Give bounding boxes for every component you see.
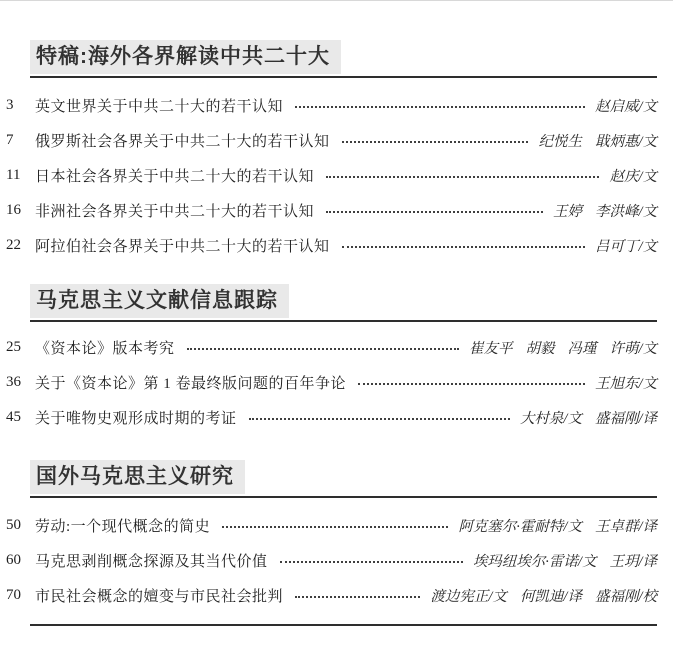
author: 埃玛纽埃尔·雷诺/文 [472,554,597,570]
author: 王旭东/文 [594,376,657,392]
toc-row [6,365,657,400]
author: 大村泉/文 [519,411,582,427]
article-title: 《资本论》版本考究 [35,341,175,357]
section-title: 国外马克思主义研究 [30,460,245,494]
section-title: 马克思主义文献信息跟踪 [30,284,289,318]
article-authors [595,235,657,256]
author: 王玥/译 [609,554,657,570]
author: 王卓群/译 [594,519,657,535]
article-authors [469,337,657,358]
page-number: 50 [6,517,21,533]
dotted-leader [222,526,448,528]
article-title: 劳动:一个现代概念的简史 [35,519,211,535]
article-authors [609,165,657,186]
author: 纪悦生 [538,134,582,150]
dotted-leader [295,106,585,108]
section-title: 特稿:海外各界解读中共二十大 [30,40,341,74]
author: 渡边宪正/文 [430,589,507,605]
top-rule [0,0,673,1]
author: 盛福刚/译 [594,411,657,427]
author: 何凯迪/译 [519,589,582,605]
author: 赵庆/文 [609,169,657,185]
dotted-leader [187,348,459,350]
toc-row [6,543,657,578]
toc-row [6,400,657,435]
author: 胡毅 [525,341,555,357]
dotted-leader [280,561,463,563]
page-number: 70 [6,587,21,603]
article-title: 英文世界关于中共二十大的若干认知 [35,99,284,115]
article-title: 非洲社会各界关于中共二十大的若干认知 [35,204,315,220]
author: 戢炳惠/文 [594,134,657,150]
toc-row [6,193,657,228]
page-number: 7 [6,132,14,148]
toc-row [6,508,657,543]
article-title: 俄罗斯社会各界关于中共二十大的若干认知 [35,134,330,150]
page-number: 11 [6,167,21,183]
article-title: 日本社会各界关于中共二十大的若干认知 [35,169,315,185]
article-title: 马克思剥削概念探源及其当代价值 [35,554,268,570]
toc-section-foreign-marxism [6,508,657,613]
author: 盛福刚/校 [594,589,657,605]
article-title: 关于唯物史观形成时期的考证 [35,411,237,427]
toc-row [6,228,657,263]
article-authors [595,372,657,393]
section-header-marxist-literature [30,284,657,322]
article-title: 市民社会概念的嬗变与市民社会批判 [35,589,284,605]
page-number: 60 [6,552,21,568]
article-title: 关于《资本论》第 1 卷最终版问题的百年争论 [35,376,347,392]
page-number: 16 [6,202,21,218]
section-header-special-feature [30,40,657,78]
page-number: 45 [6,409,21,425]
author: 冯瑾 [567,341,597,357]
article-authors [473,550,657,571]
author: 吕可丁/文 [594,239,657,255]
author: 阿克塞尔·霍耐特/文 [458,519,582,535]
author: 李洪峰/文 [594,204,657,220]
toc-row [6,123,657,158]
author: 王婷 [552,204,582,220]
dotted-leader [326,176,599,178]
toc-row [6,578,657,613]
article-authors [458,515,657,536]
author: 许萌/文 [609,341,657,357]
dotted-leader [342,141,529,143]
page-number: 25 [6,339,21,355]
dotted-leader [326,211,543,213]
dotted-leader [342,246,585,248]
bottom-rule [30,624,657,626]
article-title: 阿拉伯社会各界关于中共二十大的若干认知 [35,239,330,255]
author: 崔友平 [468,341,513,357]
toc-section-marxist-literature [6,330,657,435]
article-authors [538,130,657,151]
article-authors [553,200,657,221]
article-authors [520,407,657,428]
article-authors [595,95,657,116]
toc-row [6,88,657,123]
section-header-foreign-marxism [30,460,657,498]
page-number: 3 [6,97,14,113]
dotted-leader [358,383,585,385]
page-number: 36 [6,374,21,390]
dotted-leader [295,596,420,598]
page-number: 22 [6,237,21,253]
dotted-leader [249,418,510,420]
toc-section-special-feature [6,88,657,263]
article-authors [430,585,657,606]
author: 赵启威/文 [594,99,657,115]
toc-row [6,158,657,193]
toc-row [6,330,657,365]
